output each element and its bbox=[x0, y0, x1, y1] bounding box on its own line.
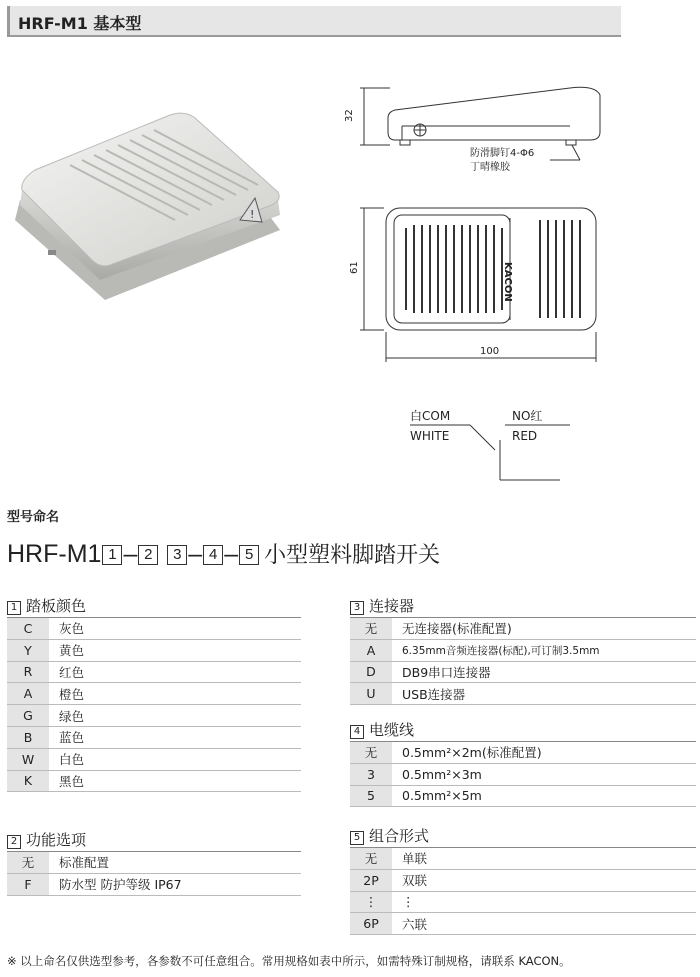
table-row: 无 0.5mm²×2m(标准配置) bbox=[350, 742, 696, 764]
table-row: Y 黄色 bbox=[7, 639, 301, 661]
wire-no-en: RED bbox=[512, 429, 538, 443]
table-row: K 黑色 bbox=[7, 770, 301, 792]
wire-com-cn: 白COM bbox=[410, 409, 451, 423]
code-dash-2: – bbox=[188, 540, 203, 568]
table-row: 3 0.5mm²×3m bbox=[350, 763, 696, 785]
model-code bbox=[7, 538, 440, 569]
table-row: 2P 双联 bbox=[350, 869, 696, 891]
group-title: 5 组合形式 bbox=[350, 825, 696, 847]
wire-no-cn: NO红 bbox=[512, 409, 543, 423]
table-row: G 绿色 bbox=[7, 705, 301, 727]
section-label: 型号命名 bbox=[7, 510, 60, 525]
dim-height: 32 bbox=[344, 109, 355, 122]
title-bar bbox=[7, 6, 621, 37]
combo-table bbox=[350, 847, 696, 935]
cable-table bbox=[350, 741, 696, 807]
color-table bbox=[7, 617, 301, 792]
page-title: HRF-M1 基本型 bbox=[18, 14, 142, 33]
code-box-5: 5 bbox=[239, 545, 259, 565]
group-title: 2 功能选项 bbox=[7, 829, 301, 851]
model-suffix: 小型塑料脚踏开关 bbox=[264, 543, 441, 568]
dimension-drawing bbox=[340, 70, 640, 490]
group-connector bbox=[350, 595, 696, 705]
product-image bbox=[10, 110, 310, 310]
brand-mark: KACON bbox=[502, 262, 513, 302]
function-table bbox=[7, 851, 301, 896]
table-row: ⋮ ⋮ bbox=[350, 891, 696, 913]
group-title: 3 连接器 bbox=[350, 595, 696, 617]
group-function bbox=[7, 829, 301, 896]
group-combo bbox=[350, 825, 696, 935]
dim-width: 61 bbox=[349, 261, 360, 274]
table-row: D DB9串口连接器 bbox=[350, 661, 696, 683]
table-row: W 白色 bbox=[7, 748, 301, 770]
table-row: 无 标准配置 bbox=[7, 852, 301, 874]
table-row: U USB连接器 bbox=[350, 683, 696, 705]
connector-table bbox=[350, 617, 696, 705]
table-row: A 6.35mm音频连接器(标配),可订制3.5mm bbox=[350, 639, 696, 661]
table-row: 无 单联 bbox=[350, 848, 696, 870]
note-line1: 防滑脚钉4-Φ6 bbox=[470, 148, 535, 159]
code-box-4: 4 bbox=[203, 545, 223, 565]
code-dash-1: – bbox=[123, 540, 138, 568]
table-row: A 橙色 bbox=[7, 683, 301, 705]
table-row: 5 0.5mm²×5m bbox=[350, 785, 696, 807]
group-color bbox=[7, 595, 301, 792]
footnote: ※ 以上命名仅供选型参考，各参数不可任意组合。常用规格如表中所示，如需特殊订制规格，请联系 KACON。 bbox=[7, 954, 571, 968]
code-box-1: 1 bbox=[102, 545, 122, 565]
table-row: 6P 六联 bbox=[350, 913, 696, 935]
table-row: F 防水型 防护等级 IP67 bbox=[7, 873, 301, 895]
code-box-3: 3 bbox=[167, 545, 187, 565]
table-row: C 灰色 bbox=[7, 618, 301, 640]
wire-com-en: WHITE bbox=[410, 429, 450, 443]
code-dash-3: – bbox=[224, 540, 239, 568]
dim-length: 100 bbox=[480, 346, 500, 357]
group-title: 4 电缆线 bbox=[350, 719, 696, 741]
table-row: B 蓝色 bbox=[7, 726, 301, 748]
group-cable bbox=[350, 719, 696, 807]
model-prefix: HRF-M1 bbox=[7, 540, 102, 568]
table-row: 无 无连接器(标准配置) bbox=[350, 618, 696, 640]
group-title: 1 踏板颜色 bbox=[7, 595, 301, 617]
svg-text:!: ! bbox=[250, 208, 255, 221]
table-row: R 红色 bbox=[7, 661, 301, 683]
code-box-2: 2 bbox=[138, 545, 158, 565]
note-line2: 丁晴橡胶 bbox=[470, 162, 510, 173]
